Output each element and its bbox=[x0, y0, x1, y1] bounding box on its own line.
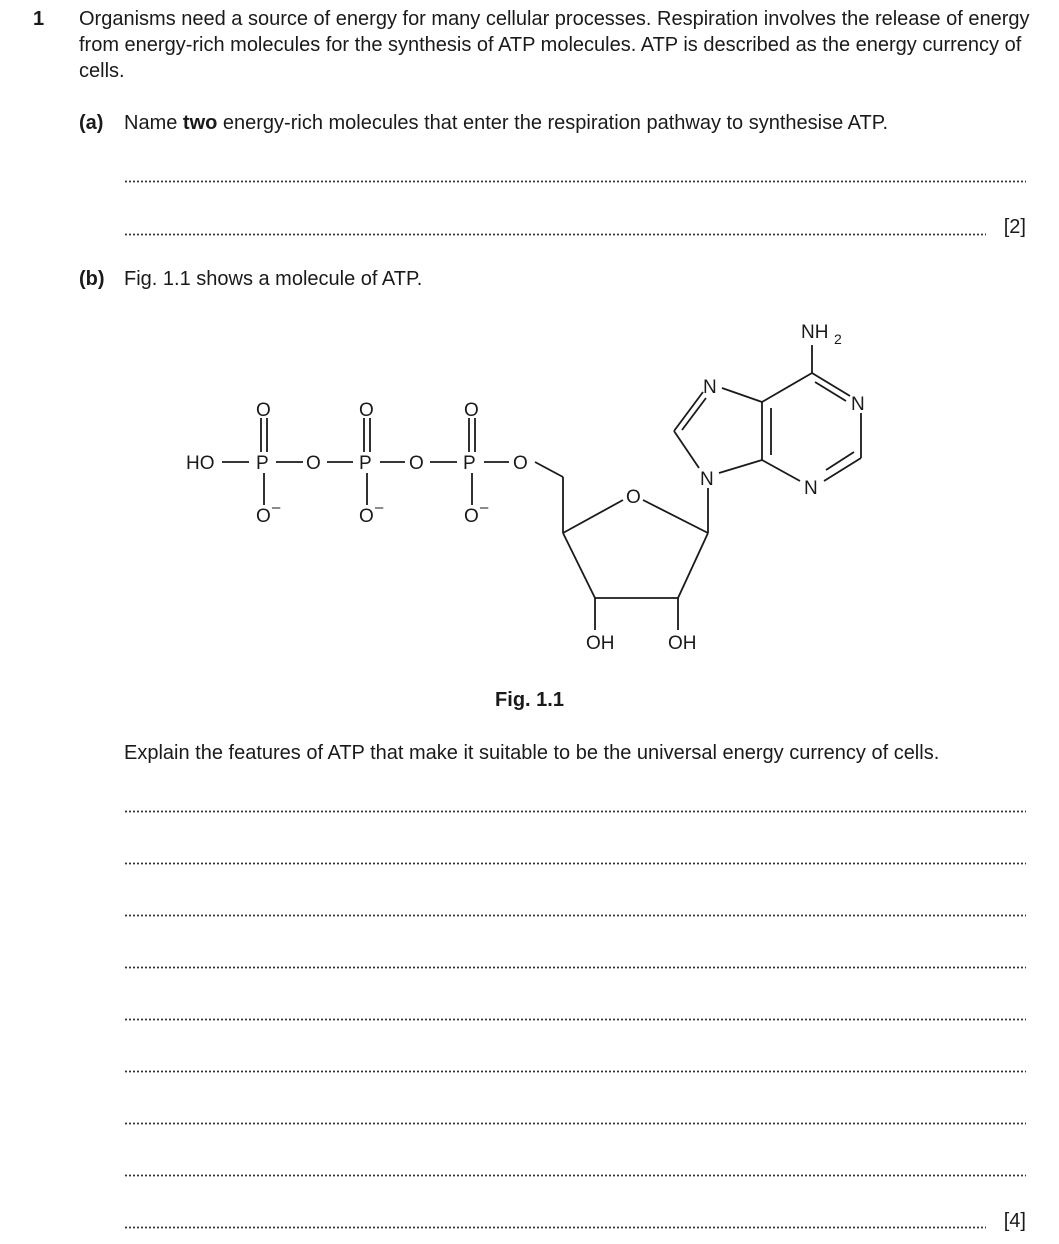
oxygen-label: O bbox=[409, 453, 424, 474]
negative-charge-label: – bbox=[375, 499, 384, 516]
answer-line[interactable] bbox=[124, 1070, 1026, 1073]
part-a-text-after: energy-rich molecules that enter the respiration pathway to synthesise ATP. bbox=[217, 112, 889, 134]
answer-line[interactable] bbox=[124, 862, 1026, 865]
part-a-label: (a) bbox=[79, 112, 104, 134]
part-b-label: (b) bbox=[79, 268, 105, 290]
oxygen-label: O bbox=[256, 400, 271, 421]
hydroxyl-label: OH bbox=[668, 633, 697, 654]
part-a-text-before: Name bbox=[124, 112, 183, 134]
answer-line[interactable] bbox=[124, 914, 1026, 917]
figure-caption: Fig. 1.1 bbox=[495, 689, 564, 711]
part-b-intro: Fig. 1.1 shows a molecule of ATP. bbox=[124, 268, 423, 290]
negative-charge-label: – bbox=[480, 499, 489, 516]
answer-line[interactable] bbox=[124, 1122, 1026, 1125]
answer-line[interactable] bbox=[124, 1174, 1026, 1177]
nitrogen-label: N bbox=[700, 469, 714, 490]
answer-line[interactable] bbox=[124, 810, 1026, 813]
phosphorus-label: P bbox=[359, 453, 372, 474]
answer-line[interactable] bbox=[124, 1226, 986, 1229]
phosphorus-label: P bbox=[463, 453, 476, 474]
ho-group-label: HO bbox=[186, 453, 215, 474]
nitrogen-label: N bbox=[851, 394, 865, 415]
oxygen-label: O bbox=[464, 400, 479, 421]
answer-line[interactable] bbox=[124, 966, 1026, 969]
answer-line[interactable] bbox=[124, 1018, 1026, 1021]
part-b-question: Explain the features of ATP that make it suitable to be the universal energy currency of cells. bbox=[124, 742, 940, 764]
phosphorus-label: P bbox=[256, 453, 269, 474]
amine-group-label: NH bbox=[801, 322, 829, 343]
nitrogen-label: N bbox=[703, 377, 717, 398]
part-a-text-bold: two bbox=[182, 112, 218, 134]
hydroxyl-label: OH bbox=[586, 633, 615, 654]
oxygen-anion-label: O bbox=[464, 506, 479, 527]
oxygen-anion-label: O bbox=[359, 506, 374, 527]
nitrogen-label: N bbox=[804, 478, 818, 499]
ring-oxygen-label: O bbox=[626, 487, 641, 508]
oxygen-label: O bbox=[359, 400, 374, 421]
question-intro: Organisms need a source of energy for many cellular processes. Respiration involves the release of energy from energy-rich molecules for the synthesis of ATP molecules. ATP is described as the energy currency of cells. bbox=[79, 8, 1030, 82]
oxygen-label: O bbox=[306, 453, 321, 474]
negative-charge-label: – bbox=[272, 499, 281, 516]
oxygen-anion-label: O bbox=[256, 506, 271, 527]
question-number: 1 bbox=[33, 8, 45, 30]
part-b-marks: [4] bbox=[1003, 1210, 1026, 1232]
amine-subscript-label: 2 bbox=[834, 331, 842, 347]
part-a-marks: [2] bbox=[1003, 216, 1026, 238]
oxygen-label: O bbox=[513, 453, 528, 474]
